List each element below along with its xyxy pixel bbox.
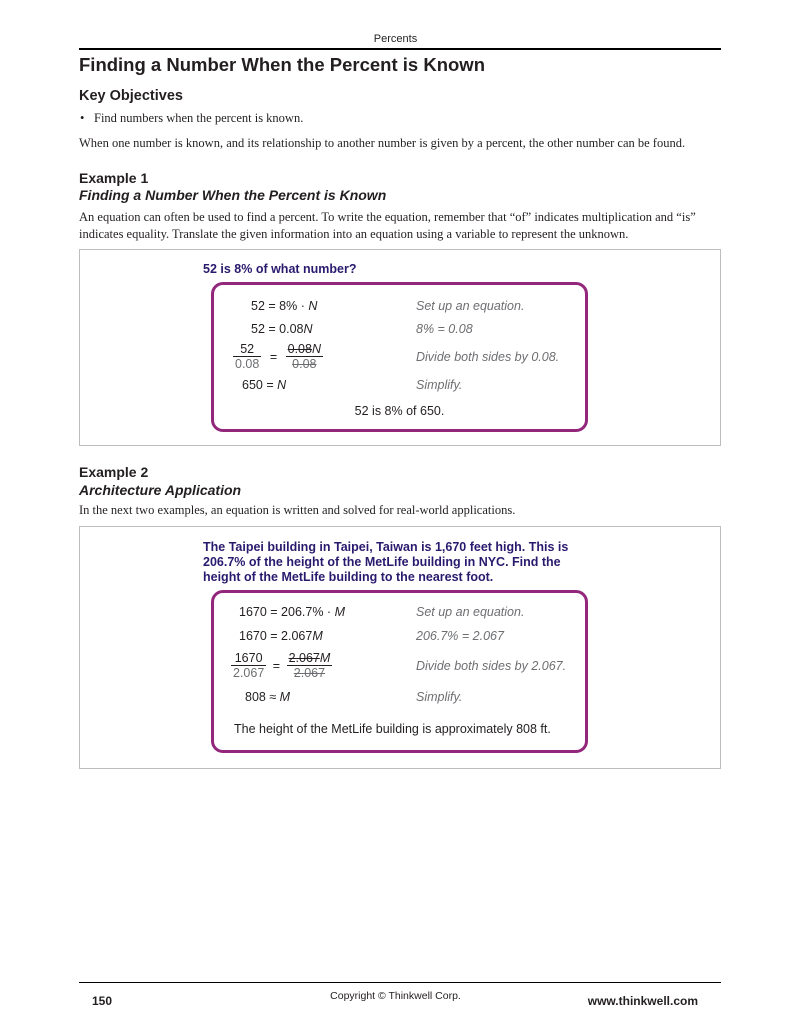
example1-prompt: 52 is 8% of what number?: [203, 262, 357, 276]
example2-paragraph: In the next two examples, an equation is written and solved for real-world applications.: [79, 503, 516, 517]
example1-step2-equation: [251, 322, 313, 336]
example1-label: Example 1: [79, 170, 149, 186]
step-lhs: 52 = 8% ·: [251, 299, 309, 313]
fraction-right: [287, 651, 333, 680]
variable: M: [319, 651, 331, 665]
prompt-line: height of the MetLife building to the nearest foot.: [203, 570, 494, 584]
example1-step1-equation: [251, 299, 317, 313]
example2-step4-note: Simplify.: [416, 690, 463, 704]
fraction-left: [231, 651, 266, 680]
example1-step3-note: Divide both sides by 0.08.: [416, 350, 560, 364]
variable: M: [312, 629, 323, 643]
denominator: 2.067: [233, 666, 265, 680]
example1-step3-equation: [233, 342, 323, 371]
example1-subtitle: Finding a Number When the Percent is Known: [79, 187, 387, 203]
example2-step2-equation: [239, 629, 323, 643]
denominator: 0.08: [292, 357, 317, 371]
objective-text: Find numbers when the percent is known.: [94, 111, 304, 125]
fraction-right: [286, 342, 323, 371]
example1-paragraph: An equation can often be used to find a percent. To write the equation, remember that “of” indicates multiplication and “is” indicates equality. Translate the given information into an equation using a variable to represent the unknown.: [79, 210, 696, 241]
example2-label: Example 2: [79, 464, 149, 480]
numerator: [287, 651, 333, 666]
prompt-line: The Taipei building in Taipei, Taiwan is 1,670 feet high. This is: [203, 540, 569, 554]
step-lhs: 1670 = 2.067: [239, 629, 313, 643]
example1-step2-note: 8% = 0.08: [416, 322, 473, 336]
example2-prompt: [203, 540, 568, 585]
example2-step3-equation: [231, 651, 332, 680]
objective-bullet: [80, 111, 303, 126]
variable: M: [279, 690, 291, 704]
website-link[interactable]: www.thinkwell.com: [587, 994, 698, 1008]
example2-conclusion: The height of the MetLife building is approximately 808 ft.: [234, 722, 551, 736]
denominator: 0.08: [235, 357, 260, 371]
step-lhs: 52 = 0.08: [251, 322, 304, 336]
variable: M: [334, 605, 345, 619]
equals-sign: =: [269, 349, 278, 364]
prompt-line: 206.7% of the height of the MetLife building in NYC. Find the: [203, 555, 561, 569]
example1-step4-note: Simplify.: [416, 378, 463, 392]
cancelled-coefficient: 2.067: [288, 651, 320, 665]
intro-paragraph: When one number is known, and its relationship to another number is given by a percent, the other number can be found.: [79, 136, 686, 150]
numerator: 52: [233, 342, 261, 357]
example1-conclusion: 52 is 8% of 650.: [354, 404, 445, 418]
fraction-left: [233, 342, 261, 371]
variable: N: [303, 322, 313, 336]
example2-step1-note: Set up an equation.: [416, 605, 525, 619]
numerator: 1670: [231, 651, 266, 666]
numerator: [286, 342, 323, 357]
running-header: Percents: [373, 33, 418, 45]
footer-rule: [79, 982, 721, 983]
example2-step1-equation: [239, 605, 345, 619]
example2-step2-note: 206.7% = 2.067: [416, 629, 504, 643]
step-lhs: 1670 = 206.7% ·: [239, 605, 335, 619]
variable: N: [308, 299, 318, 313]
step-lhs: 650 =: [242, 378, 278, 392]
copyright-text: Copyright © Thinkwell Corp.: [330, 990, 461, 1002]
page-number: 150: [92, 994, 113, 1008]
denominator: 2.067: [293, 666, 326, 680]
equals-sign: =: [272, 658, 281, 673]
step-lhs: 808 ≈: [245, 690, 280, 704]
example2-subtitle: Architecture Application: [79, 482, 242, 498]
variable: N: [311, 342, 321, 356]
variable: N: [277, 378, 287, 392]
page-title: Finding a Number When the Percent is Known: [79, 54, 485, 75]
example2-step4-equation: [245, 690, 290, 704]
example1-step4-equation: [242, 378, 286, 392]
bullet-marker: •: [80, 111, 85, 125]
header-rule: [79, 48, 721, 50]
example1-step1-note: Set up an equation.: [416, 299, 525, 313]
cancelled-coefficient: 0.08: [287, 342, 312, 356]
example2-step3-note: Divide both sides by 2.067.: [416, 659, 567, 673]
key-objectives-heading: Key Objectives: [79, 88, 183, 104]
